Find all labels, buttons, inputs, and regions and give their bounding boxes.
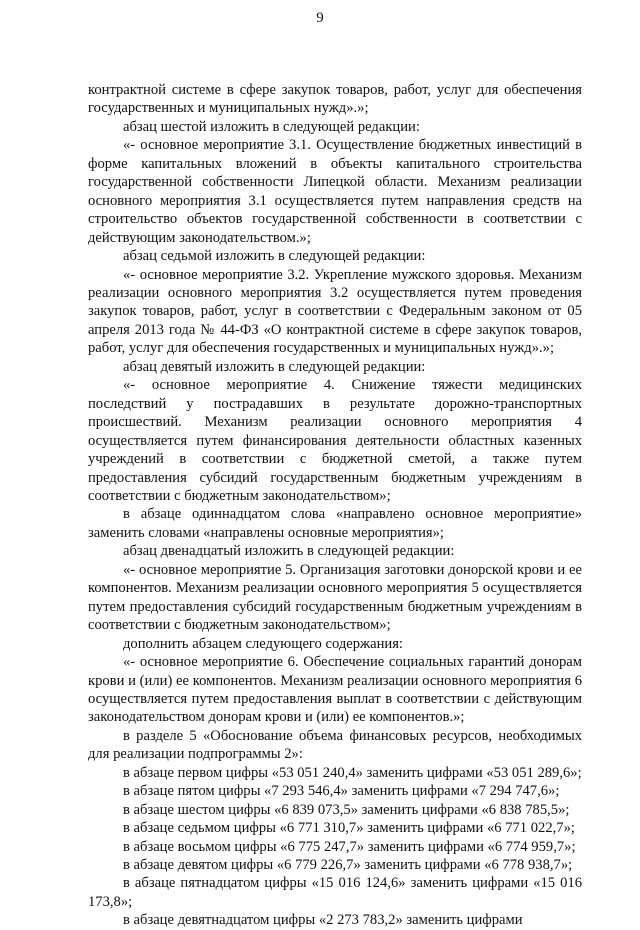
paragraph-9: абзац двенадцатый изложить в следующей редакции: [123,543,455,560]
paragraph-13: в разделе 5 «Обоснование объема финансовых ресурсов, необходимых для реализации подпрограммы 2»: [88,727,582,763]
paragraph-3: «- основное мероприятие 3.1. Осуществление бюджетных инвестиций в форме капитальных вложений в объекты капитального строительства государственной собственности Липецкой области. Механизм реализации основного мероприятия 3.1 осуществляется путем направления средств на строительство объектов государственной собственности в соответствии с действующим законодательством.»; [88,137,582,246]
page-number: 9 [316,10,324,26]
paragraph-6: абзац девятый изложить в следующей редакции: [123,358,426,375]
paragraph-21: в абзаце девятнадцатом цифры «2 273 783,2» заменить цифрами [123,912,523,929]
paragraph-8: в абзаце одиннадцатом слова «направлено основное мероприятие» заменить словами «направлены основные мероприятия»; [88,506,582,541]
paragraph-1: контрактной системе в сфере закупок товаров, работ, услуг для обеспечения государственных и муниципальных нужд».»; [88,82,582,117]
paragraph-18: в абзаце восьмом цифры «6 775 247,7» заменить цифрами «6 774 959,7»; [123,838,576,855]
paragraph-17: в абзаце седьмом цифры «6 771 310,7» заменить цифрами «6 771 022,7»; [123,820,575,837]
paragraph-5: «- основное мероприятие 3.2. Укрепление мужского здоровья. Механизм реализации основного мероприятия 3.2 осуществляется путем проведения закупок товаров, работ, услуг в соответствии с Федеральным законом от 05 апреля 2013 года № 44-ФЗ «О контрактной системе в сфере закупок товаров, работ, услуг для обеспечения государственных и муниципальных нужд».»; [88,266,582,357]
document-body [88,81,582,930]
paragraph-12: «- основное мероприятие 6. Обеспечение социальных гарантий донорам крови и (или) ее компонентов. Механизм реализации основного мероприятия 6 осуществляется путем предоставления выплат в соответствии с действующим законодательством донорам крови и (или) ее компонентов.»; [88,654,582,726]
paragraph-10: «- основное мероприятие 5. Организация заготовки донорской крови и ее компонентов. Механизм реализации основного мероприятия 5 осуществляется путем предоставления субсидий государственным бюджетным учреждениям в соответствии с бюджетным законодательством»; [88,561,582,634]
paragraph-20: в абзаце пятнадцатом цифры «15 016 124,6» заменить цифрами «15 016 173,8»; [88,875,582,910]
paragraph-11: дополнить абзацем следующего содержания: [123,635,403,652]
paragraph-4: абзац седьмой изложить в следующей редакции: [123,248,426,265]
paragraph-14: в абзаце первом цифры «53 051 240,4» заменить цифрами «53 051 289,6»; [123,764,582,781]
paragraph-16: в абзаце шестом цифры «6 839 073,5» заменить цифрами «6 838 785,5»; [123,801,570,818]
paragraph-19: в абзаце девятом цифры «6 779 226,7» заменить цифрами «6 778 938,7»; [123,857,573,874]
paragraph-2: абзац шестой изложить в следующей редакции: [123,118,420,135]
paragraph-7: «- основное мероприятие 4. Снижение тяжести медицинских последствий у пострадавших в результате дорожно-транспортных происшествий. Механизм реализации основного мероприятия 4 осуществляется путем финансирования деятельности областных казенных учреждений в соответствии с бюджетной сметой, а также путем предоставления субсидий государственным бюджетным учреждениям в соответствии с бюджетным законодательством»; [88,377,582,504]
paragraph-15: в абзаце пятом цифры «7 293 546,4» заменить цифрами «7 294 747,6»; [123,783,560,800]
